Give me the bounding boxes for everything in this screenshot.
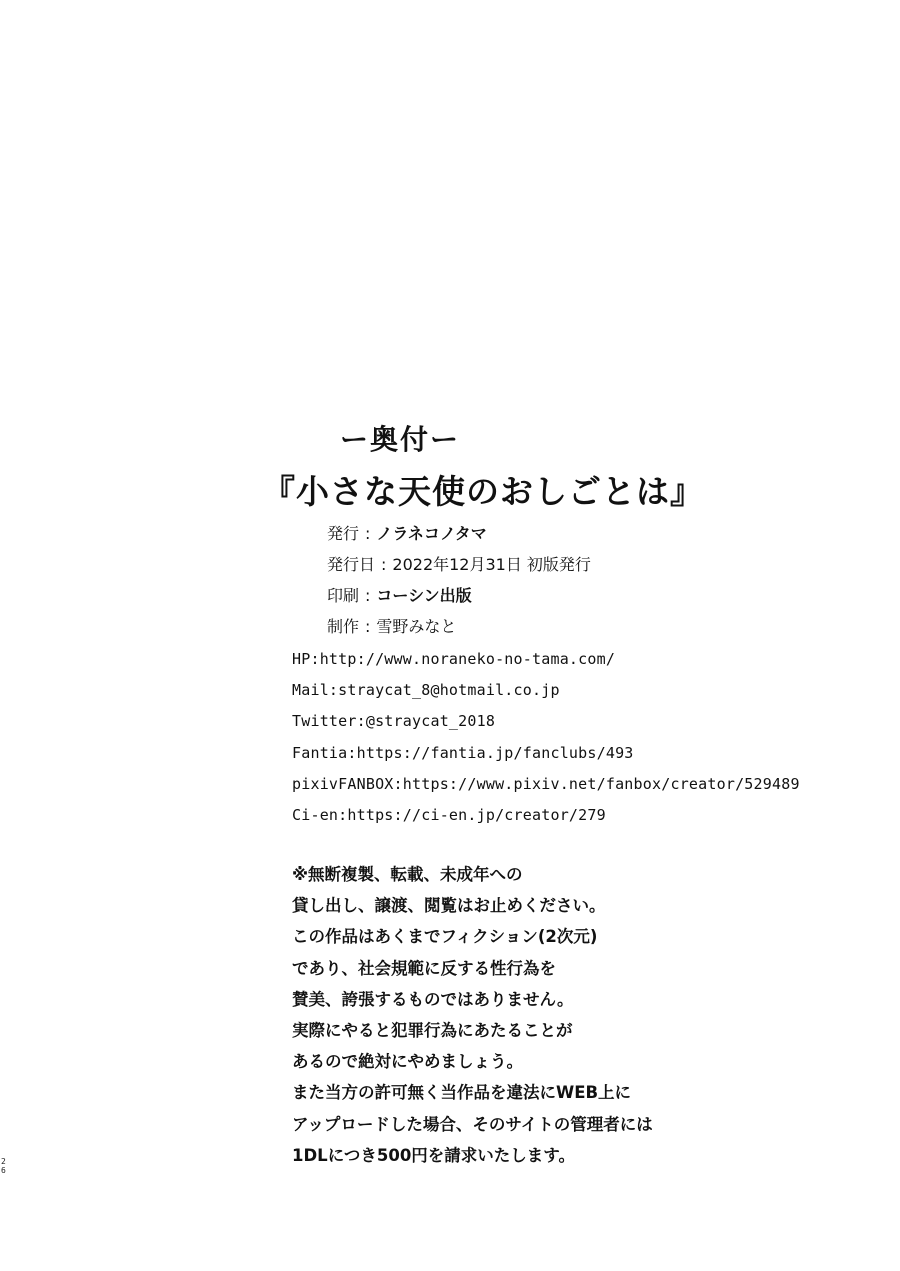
credit-publisher [327,521,591,552]
notice-line: ※無断複製、転載、未成年への [292,865,523,884]
credit-value: コーシン出版 [376,586,472,605]
notice-line: 1DLにつき500円を請求いたします。 [292,1145,575,1165]
colophon-heading: ー奥付ー [340,423,461,456]
notice-line: であり、社会規範に反する性行為を [292,958,556,978]
link-ci-en: Ci-en:https://ci-en.jp/creator/279 [292,805,606,824]
credit-separator: : [365,524,371,543]
credit-printer [327,583,591,614]
credit-separator: : [365,586,371,605]
book-title: 『小さな天使のおしごとは』 [262,472,704,511]
notice-line: 貸し出し、譲渡、閲覧はお止めください。 [292,896,606,916]
link-pixiv-fanbox: pixivFANBOX:https://www.pixiv.net/fanbox/creator/529489 [292,774,800,793]
credit-value: 雪野みなと [376,617,457,636]
notice-line: この作品はあくまでフィクション(2次元) [292,927,598,947]
link-mail: Mail:straycat_8@hotmail.co.jp [292,681,560,700]
notice-line: また当方の許可無く当作品を違法にWEB上に [292,1083,632,1103]
credit-label: 印刷 [327,586,360,605]
credit-value: ノラネコノタマ [376,524,487,543]
notice-line: 賛美、誇張するものではありません。 [292,989,574,1009]
notice-line: 実際にやると犯罪行為にあたることが [292,1020,573,1040]
credit-label: 発行 [327,524,360,543]
link-fantia: Fantia:https://fantia.jp/fanclubs/493 [292,743,634,762]
page-number: 26 [1,1157,6,1175]
credit-separator: : [381,555,387,574]
credit-label: 制作 [327,617,360,636]
credit-value: 2022年12月31日 初版発行 [392,555,591,574]
credit-label: 発行日 [327,555,376,574]
link-homepage: HP:http://www.noraneko-no-tama.com/ [292,650,616,668]
credit-publish-date [327,552,591,583]
credit-separator: : [365,617,371,636]
contact-links [292,646,800,833]
notice-line: アップロードした場合、そのサイトの管理者には [292,1114,653,1134]
link-twitter: Twitter:@straycat_2018 [292,712,496,731]
credit-production [327,614,591,645]
notice-line: あるので絶対にやめましょう。 [292,1052,523,1072]
credits-list [327,521,591,645]
legal-notice [292,862,653,1174]
